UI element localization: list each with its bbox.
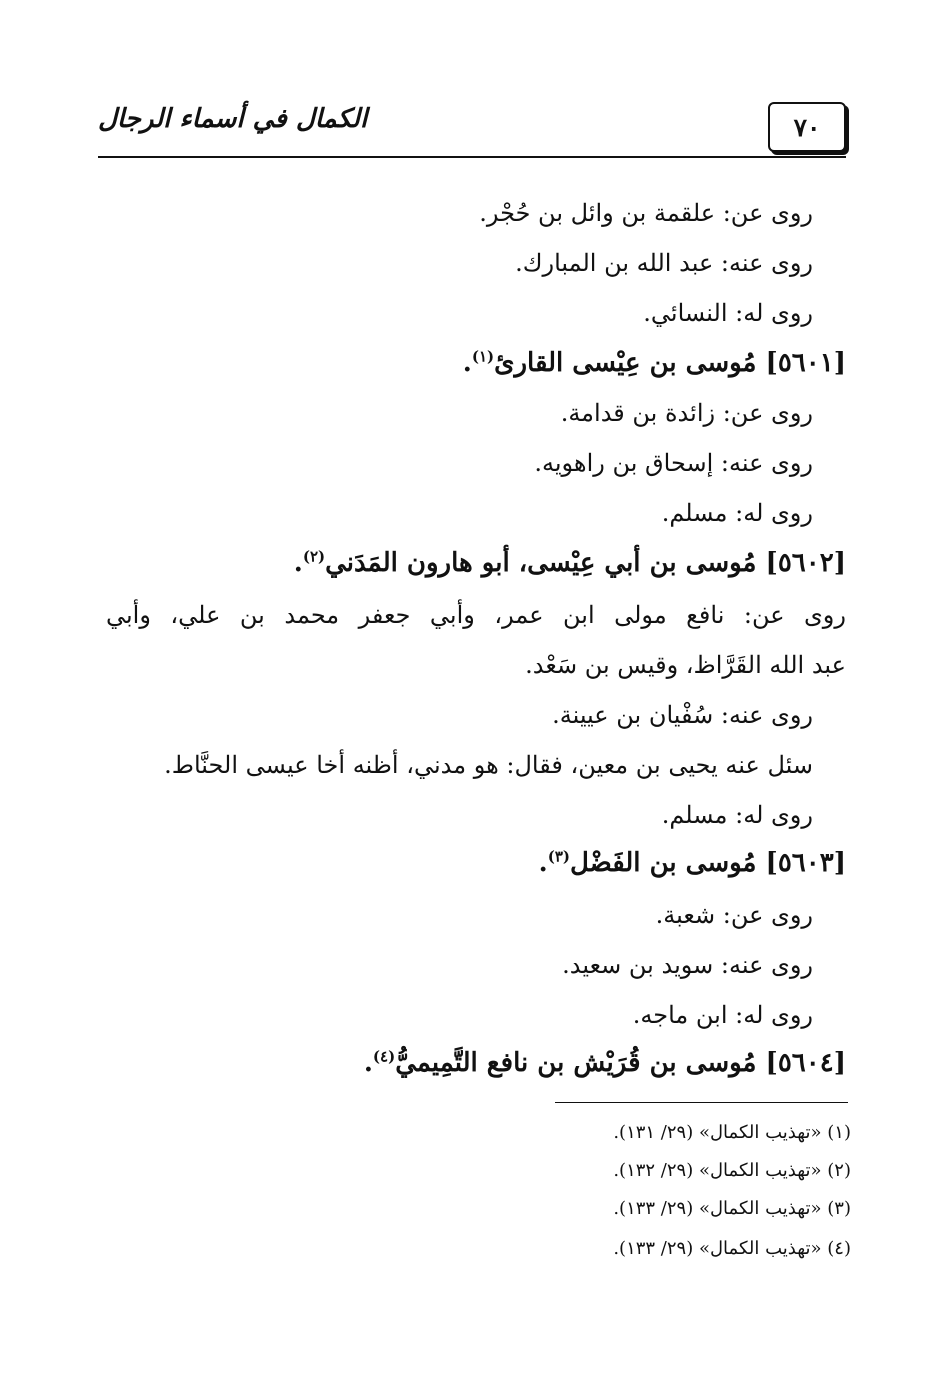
text-line: روى عن: علقمة بن وائل بن حُجْر. bbox=[479, 199, 813, 227]
text-line: سئل عنه يحيى بن معين، فقال: هو مدني، أظنه أخا عيسى الحنَّاط. bbox=[164, 751, 813, 779]
text-line: عبد الله القَرَّاظ، وقيس بن سَعْد. bbox=[525, 651, 846, 679]
text-line: روى عنه: سويد بن سعيد. bbox=[562, 951, 813, 979]
footnote-ref: (١) bbox=[471, 347, 495, 366]
footnote-ref: (٢) bbox=[302, 547, 326, 566]
page-number: ٧٠ bbox=[793, 112, 821, 142]
entry-heading bbox=[539, 846, 846, 880]
book-title: الكمال في أسماء الرجال bbox=[98, 104, 368, 134]
text-line: روى عن: شعبة. bbox=[655, 901, 813, 929]
entry-heading bbox=[364, 1046, 846, 1080]
text-line: روى عن: زائدة بن قدامة. bbox=[560, 399, 813, 427]
entry-title: [٥٦٠٤] مُوسى بن قُرَيْش بن نافع التَّمِيميُّ bbox=[395, 1048, 846, 1078]
entry-end: . bbox=[293, 548, 303, 578]
header-rule bbox=[98, 156, 846, 158]
entry-end: . bbox=[462, 348, 472, 378]
footnote: (٣) «تهذيب الكمال» (٢٩/ ١٣٣). bbox=[613, 1198, 851, 1219]
entry-end: . bbox=[363, 1048, 373, 1078]
text-line: روى عنه: إسحاق بن راهويه. bbox=[534, 449, 813, 477]
entry-end: . bbox=[538, 848, 548, 878]
text-line: روى عنه: سُفْيان بن عيينة. bbox=[552, 701, 813, 729]
footnote: (٢) «تهذيب الكمال» (٢٩/ ١٣٢). bbox=[613, 1160, 851, 1181]
text-line: روى عنه: عبد الله بن المبارك. bbox=[515, 249, 813, 277]
text-line: روى له: النسائي. bbox=[643, 299, 813, 327]
text-line: روى له: ابن ماجه. bbox=[632, 1001, 813, 1029]
entry-heading bbox=[294, 546, 846, 580]
footnote-rule bbox=[555, 1102, 848, 1103]
footnote-ref: (٤) bbox=[372, 1047, 396, 1066]
running-header bbox=[98, 96, 846, 158]
footnote-ref: (٣) bbox=[547, 847, 570, 866]
entry-heading bbox=[463, 346, 846, 380]
text-line: روى عن: نافع مولى ابن عمر، وأبي جعفر محمد بن علي، وأبي bbox=[106, 601, 846, 629]
entry-title: [٥٦٠٢] مُوسى بن أبي عِيْسى، أبو هارون المَدَني bbox=[325, 548, 846, 578]
entry-title: [٥٦٠٣] مُوسى بن الفَضْل bbox=[569, 848, 846, 878]
footnote: (١) «تهذيب الكمال» (٢٩/ ١٣١). bbox=[613, 1122, 851, 1143]
text-line: روى له: مسلم. bbox=[661, 499, 813, 527]
footnote: (٤) «تهذيب الكمال» (٢٩/ ١٣٣). bbox=[613, 1238, 851, 1259]
text-line: روى له: مسلم. bbox=[661, 801, 813, 829]
page-number-box bbox=[768, 102, 846, 152]
entry-title: [٥٦٠١] مُوسى بن عِيْسى القارئ bbox=[494, 348, 846, 378]
